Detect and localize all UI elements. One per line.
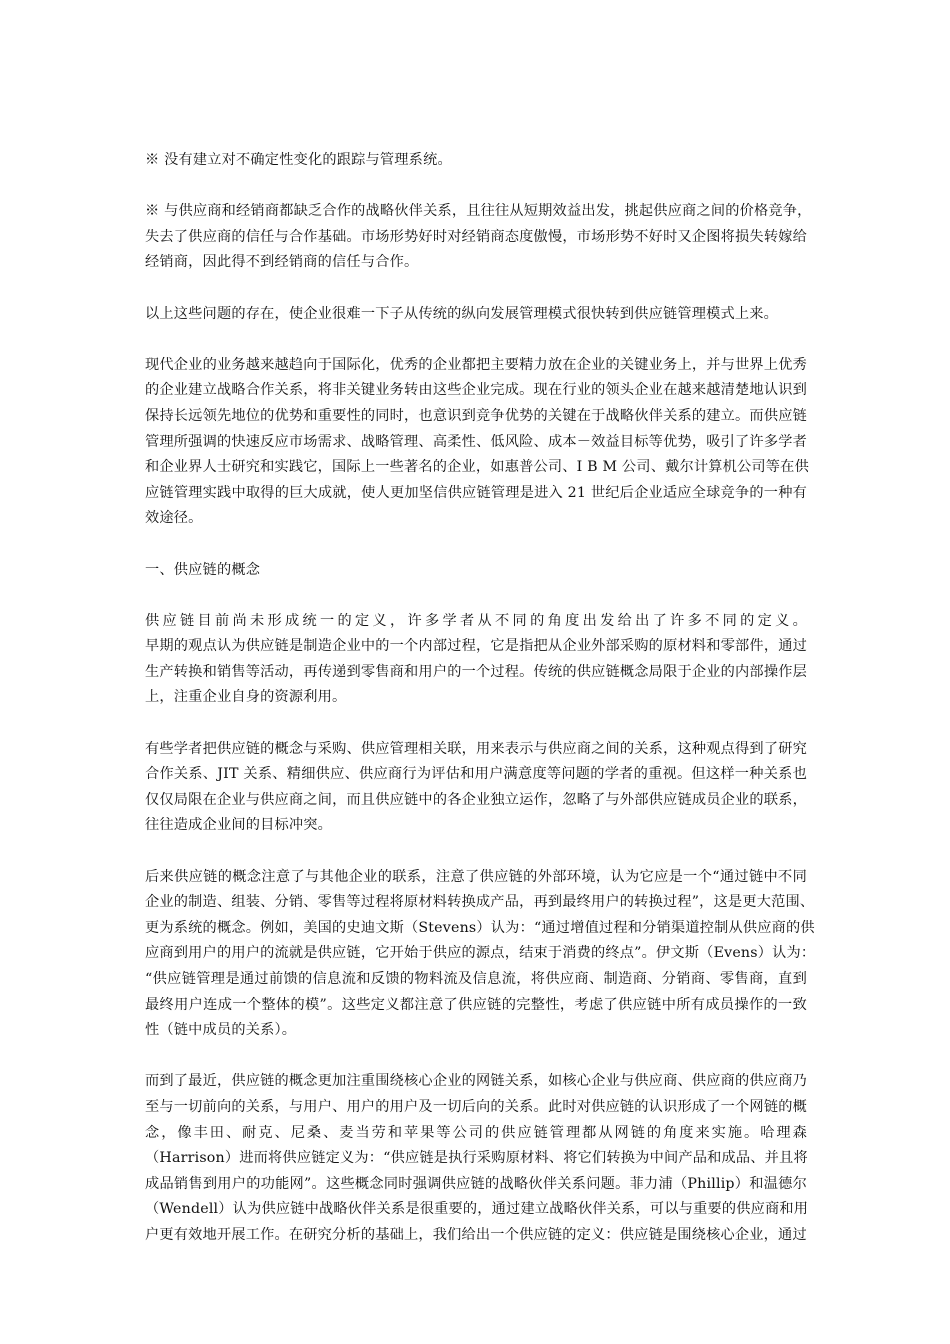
paragraph-line: 上，注重企业自身的资源利用。	[145, 689, 347, 706]
paragraph-line: 应商到用户的用户的流就是供应链，它开始于供应的源点，结束于消费的终点”。伊文斯（Evens）认为：	[145, 945, 816, 962]
paragraph	[145, 199, 812, 276]
document-body	[145, 148, 816, 1249]
paragraph-line: 和企业界人士研究和实践它，国际上一些著名的企业，如惠普公司、I B M 公司、戴尔计算机公司等在供	[145, 459, 809, 476]
paragraph	[145, 558, 807, 584]
paragraph-line: “供应链管理是通过前馈的信息流和反馈的物料流及信息流，将供应商、制造商、分销商、零售商，直到	[145, 971, 807, 987]
paragraph-line: 户更有效地开展工作。在研究分析的基础上，我们给出一个供应链的定义：供应链是围绕核心企业，通过	[145, 1226, 807, 1243]
paragraph-line: 最终用户连成一个整体的模”。这些定义都注意了供应链的完整性，考虑了供应链中所有成员操作的一致	[145, 996, 807, 1013]
paragraph	[145, 737, 807, 839]
paragraph-spacer	[145, 174, 807, 200]
paragraph-spacer	[145, 583, 807, 609]
paragraph-line: 仅仅局限在企业与供应商之间，而且供应链中的各企业独立运作，忽略了与外部供应链成员企业的联系，	[145, 791, 807, 808]
paragraph-line: 保持长远领先地位的优势和重要性的同时，也意识到竞争优势的关键在于战略伙伴关系的建立。而供应链	[145, 407, 807, 424]
paragraph-line: 效途径。	[145, 510, 203, 527]
paragraph-line: 一、供应链的概念	[145, 561, 261, 578]
paragraph-line: 往往造成企业间的目标冲突。	[145, 817, 333, 834]
paragraph-line: 性（链中成员的关系）。	[145, 1022, 297, 1039]
paragraph-line: 成品销售到用户的功能网”。这些概念同时强调供应链的战略伙伴关系问题。菲力浦（Phillip）和温德尔	[145, 1175, 807, 1192]
paragraph	[145, 609, 807, 711]
paragraph	[145, 1069, 807, 1248]
paragraph-spacer	[145, 327, 807, 353]
paragraph-line: （Harrison）进而将供应链定义为：“供应链是执行采购原材料、将它们转换为中间产品和成品、并且将	[145, 1150, 808, 1167]
paragraph-spacer	[145, 711, 807, 737]
paragraph	[145, 148, 807, 174]
paragraph-line: 至与一切前向的关系，与用户、用户的用户及一切后向的关系。此时对供应链的认识形成了一个网链的概	[145, 1098, 807, 1115]
paragraph-line: 供应链目前尚未形成统一的定义，许多学者从不同的角度出发给出了许多不同的定义。	[145, 612, 807, 629]
paragraph-line: ※ 没有建立对不确定性变化的跟踪与管理系统。	[145, 152, 452, 168]
paragraph-spacer	[145, 532, 807, 558]
paragraph-line: 合作关系、JIT 关系、精细供应、供应商行为评估和用户满意度等问题的学者的重视。但这样一种关系也	[145, 766, 807, 783]
paragraph-line: 而到了最近，供应链的概念更加注重围绕核心企业的网链关系，如核心企业与供应商、供应商的供应商乃	[145, 1073, 807, 1090]
paragraph-spacer	[145, 1044, 807, 1070]
paragraph-line: 管理所强调的快速反应市场需求、战略管理、高柔性、低风险、成本－效益目标等优势，吸引了许多学者	[145, 433, 807, 450]
paragraph-spacer	[145, 276, 807, 302]
paragraph-line: 经销商，因此得不到经销商的信任与合作。	[145, 254, 419, 271]
paragraph	[145, 353, 807, 532]
paragraph-line: 念，像丰田、耐克、尼桑、麦当劳和苹果等公司的供应链管理都从网链的角度来实施。哈理森	[145, 1124, 807, 1141]
paragraph-line: 更为系统的概念。例如，美国的史迪文斯（Stevens）认为：“通过增值过程和分销渠道控制从供应商的供	[145, 919, 815, 936]
paragraph-line: 早期的观点认为供应链是制造企业中的一个内部过程，它是指把从企业外部采购的原材料和零部件，通过	[145, 638, 807, 655]
paragraph-line: 现代企业的业务越来越趋向于国际化，优秀的企业都把主要精力放在企业的关键业务上，并与世界上优秀	[145, 356, 807, 373]
paragraph-line: 后来供应链的概念注意了与其他企业的联系，注意了供应链的外部环境，认为它应是一个“通过链中不同	[145, 868, 807, 885]
paragraph-line: 应链管理实践中取得的巨大成就，使人更加坚信供应链管理是进入 21 世纪后企业适应全球竞争的一种有	[145, 484, 807, 501]
paragraph-line: 有些学者把供应链的概念与采购、供应管理相关联，用来表示与供应商之间的关系，这种观点得到了研究	[145, 740, 807, 757]
paragraph	[145, 865, 816, 1044]
paragraph-line: （Wendell）认为供应链中战略伙伴关系是很重要的，通过建立战略伙伴关系，可以与重要的供应商和用	[145, 1201, 809, 1218]
paragraph-spacer	[145, 839, 807, 865]
paragraph-line: 以上这些问题的存在，使企业很难一下子从传统的纵向发展管理模式很快转到供应链管理模式上来。	[145, 305, 779, 322]
paragraph-line: ※ 与供应商和经销商都缺乏合作的战略伙伴关系，且往往从短期效益出发，挑起供应商之间的价格竞争，	[145, 203, 812, 220]
paragraph-line: 生产转换和销售等活动，再传递到零售商和用户的一个过程。传统的供应链概念局限于企业的内部操作层	[145, 663, 807, 680]
paragraph-line: 失去了供应商的信任与合作基础。市场形势好时对经销商态度傲慢，市场形势不好时又企图将损失转嫁给	[145, 228, 807, 245]
paragraph	[145, 302, 807, 328]
paragraph-line: 企业的制造、组装、分销、零售等过程将原材料转换成产品，再到最终用户的转换过程”，这是更大范围、	[145, 894, 815, 911]
paragraph-line: 的企业建立战略合作关系，将非关键业务转由这些企业完成。现在行业的领头企业在越来越清楚地认识到	[145, 382, 807, 399]
